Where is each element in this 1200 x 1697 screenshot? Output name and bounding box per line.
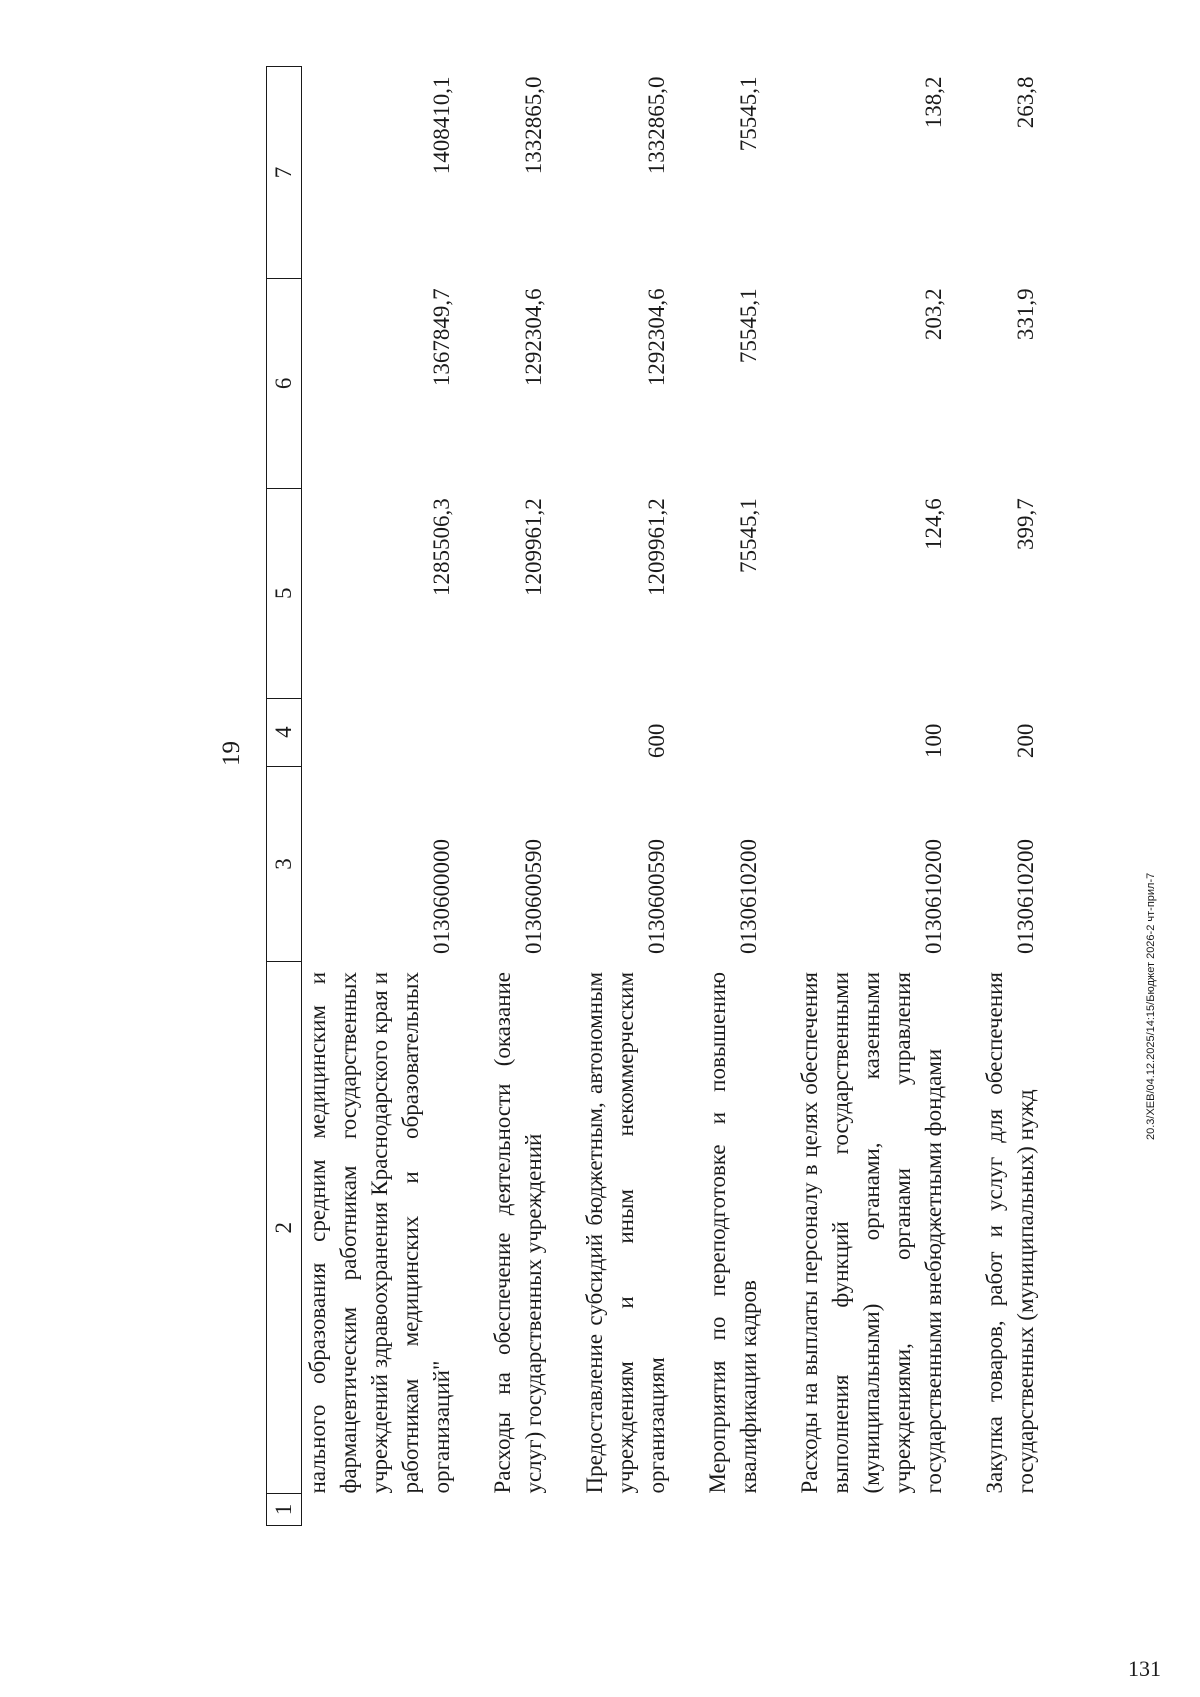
row-expense-type [302,698,458,766]
table-row [794,67,949,1526]
row-value-5: 399,7 [1013,498,1038,551]
row-expense-type [487,698,549,766]
header-col-3: 3 [267,766,302,962]
row-value-6: 75545,1 [736,288,761,364]
row-col1 [487,1494,549,1526]
row-expense-type: 100 [921,723,946,759]
row-value-6: 1292304,6 [521,288,546,387]
page-number: 19 [218,741,245,766]
row-value-5: 1209961,2 [644,498,669,597]
rotated-page [180,66,1060,1526]
header-row [267,67,302,1526]
row-code: 0130610200 [921,838,946,954]
row-gap [457,67,487,1526]
row-description: нального образования средним медицинским и фармацевтическим работникам государственных учреждений здравоохранения Краснодарского края и работникам медицинских и образовательных организаций" [305,971,454,1494]
table-row [487,67,549,1526]
row-code: 0130600590 [521,838,546,954]
row-code: 0130600590 [644,838,669,954]
row-col1 [702,1494,764,1526]
row-code: 0130610200 [736,838,761,954]
row-gap [672,67,702,1526]
row-col1 [979,1494,1041,1526]
row-description: Предоставление субсидий бюджетным, автономным учреждениям и иным некоммерческим организациям [582,971,669,1494]
header-col-6: 6 [267,278,302,488]
row-value-5: 75545,1 [736,498,761,574]
sheet-number: 131 [1128,1656,1161,1681]
budget-table [266,66,1041,1526]
row-value-7: 1332865,0 [521,76,546,175]
table-row [302,67,458,1526]
row-description: Мероприятия по переподготовке и повышению квалификации кадров [705,971,761,1494]
row-description: Закупка товаров, работ и услуг для обеспечения государственных (муниципальных) нужд [982,971,1038,1494]
row-value-6: 203,2 [921,288,946,341]
row-value-6: 1367849,7 [429,288,454,387]
header-col-7: 7 [267,67,302,279]
table-row [702,67,764,1526]
header-col-2: 2 [267,962,302,1494]
row-gap [549,67,579,1526]
row-col1 [794,1494,949,1526]
row-col1 [302,1494,458,1526]
row-value-5: 1285506,3 [429,498,454,597]
table-row [979,67,1041,1526]
row-value-7: 263,8 [1013,76,1038,129]
row-description: Расходы на выплаты персоналу в целях обеспечения выполнения функций государственными (муниципальными) органами, казенными учреждениями, органами управления государственными внебюджетными фондами [797,971,946,1494]
row-expense-type [702,698,764,766]
row-expense-type: 200 [1013,723,1038,759]
row-value-5: 124,6 [921,498,946,551]
table-row [579,67,672,1526]
row-value-6: 331,9 [1013,288,1038,341]
header-col-4: 4 [267,698,302,766]
row-value-7: 138,2 [921,76,946,129]
row-gap [764,67,794,1526]
row-value-7: 75545,1 [736,76,761,152]
row-expense-type: 600 [644,723,669,759]
row-code: 0130610200 [1013,838,1038,954]
row-description: Расходы на обеспечение деятельности (оказание услуг) государственных учреждений [490,971,546,1494]
header-col-1: 1 [267,1494,302,1526]
row-col1 [579,1494,672,1526]
row-gap [949,67,979,1526]
header-col-5: 5 [267,488,302,698]
row-code: 0130600000 [429,838,454,954]
row-value-5: 1209961,2 [521,498,546,597]
row-value-7: 1408410,1 [429,76,454,175]
row-value-6: 1292304,6 [644,288,669,387]
row-value-7: 1332865,0 [644,76,669,175]
document-stamp: 20.3/ХЕВ/04.12.2025/14:15/Бюджет 2026-2 чт-прил-7 [1145,872,1157,1140]
